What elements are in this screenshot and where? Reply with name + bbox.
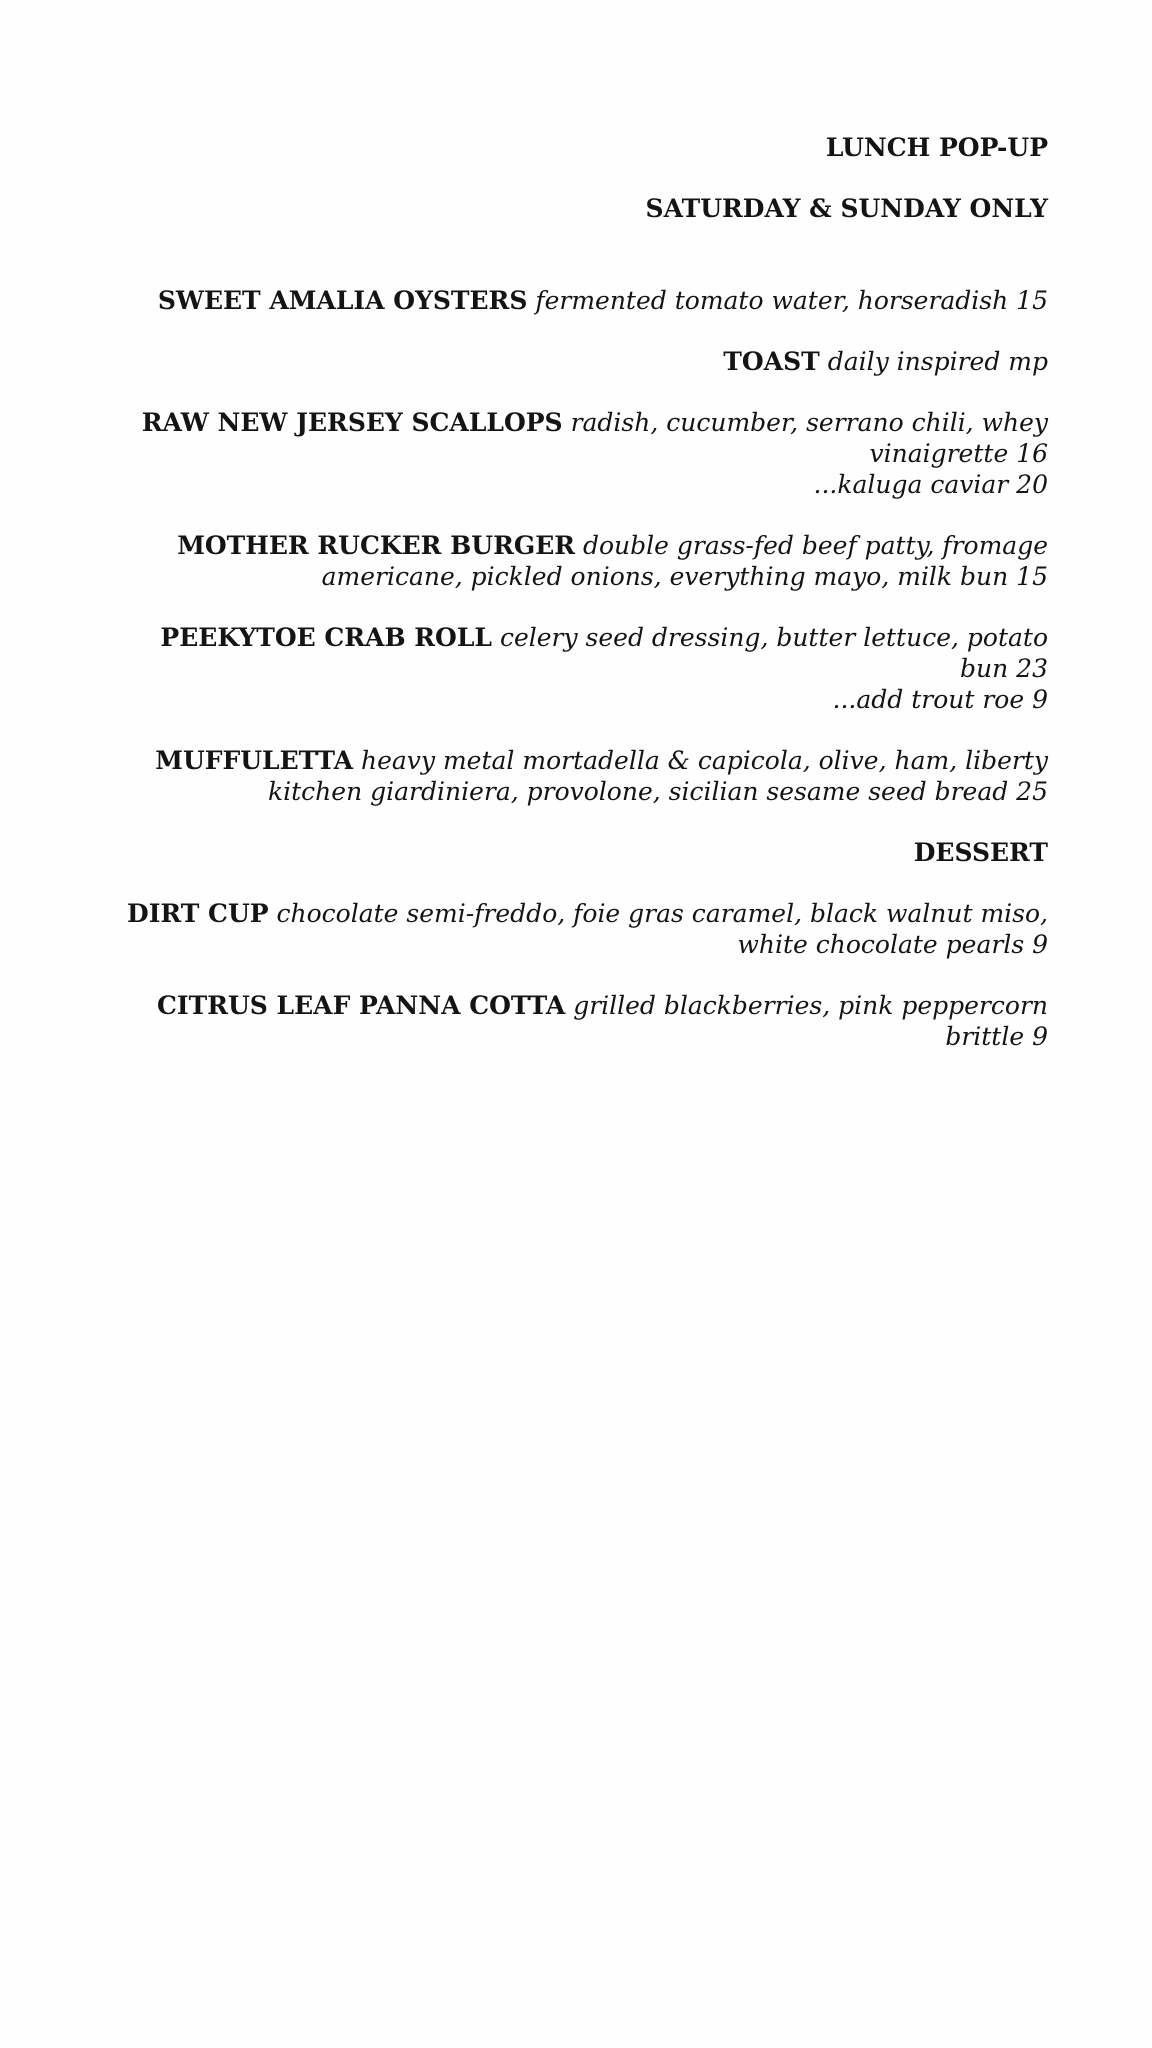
menu-title: LUNCH POP-UP [825,133,1048,162]
item-name: TOAST [723,347,820,376]
item-description: grilled blackberries, pink peppercorn brittle 9 [573,991,1048,1051]
item-name: PEEKYTOE CRAB ROLL [160,623,492,652]
menu-item-crab-roll [112,622,1048,715]
menu-item-oysters [112,285,1048,316]
item-name: DIRT CUP [127,899,269,928]
item-name: RAW NEW JERSEY SCALLOPS [141,408,563,437]
item-description: double grass-fed beef patty, fromage americane, pickled onions, everything mayo, milk bun 15 [321,531,1048,591]
item-addon: ...kaluga caviar 20 [813,470,1048,499]
item-name: SWEET AMALIA OYSTERS [157,286,528,315]
menu-subtitle: SATURDAY & SUNDAY ONLY [645,194,1048,223]
menu-item-burger [112,530,1048,592]
dessert-item-panna-cotta [112,990,1048,1052]
menu-item-muffuletta [112,745,1048,807]
item-description: daily inspired mp [827,347,1048,376]
item-addon: ...add trout roe 9 [832,685,1048,714]
menu-item-toast [112,346,1048,377]
item-name: CITRUS LEAF PANNA COTTA [157,991,566,1020]
menu-item-scallops [112,407,1048,500]
item-description: radish, cucumber, serrano chili, whey vinaigrette 16 [570,408,1048,468]
item-description: celery seed dressing, butter lettuce, potato bun 23 [499,623,1048,683]
item-description: chocolate semi-freddo, foie gras caramel, black walnut miso, white chocolate pearls 9 [276,899,1048,959]
item-name: MUFFULETTA [155,746,354,775]
item-name: MOTHER RUCKER BURGER [177,531,576,560]
dessert-heading: DESSERT [913,838,1048,867]
item-description: fermented tomato water, horseradish 15 [535,286,1048,315]
item-description: heavy metal mortadella & capicola, olive, ham, liberty kitchen giardiniera, provolone, sicilian sesame seed bread 25 [267,746,1048,806]
dessert-item-dirt-cup [112,898,1048,960]
menu [112,132,1048,1082]
